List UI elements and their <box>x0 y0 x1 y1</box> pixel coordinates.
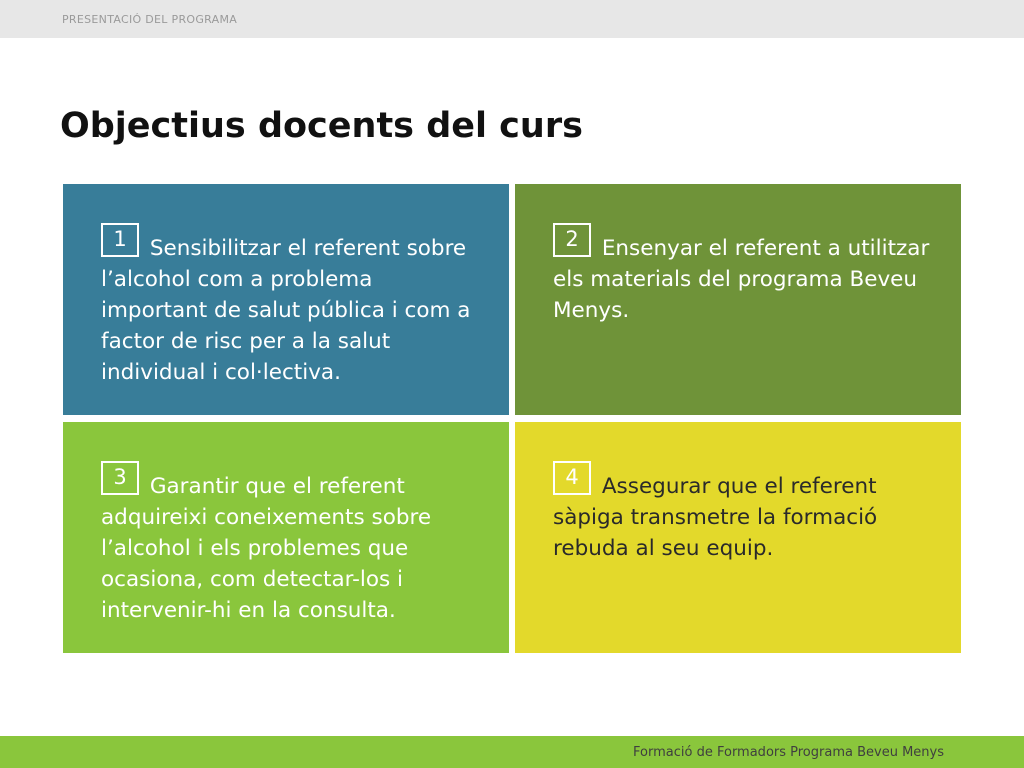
header-bar <box>0 0 1024 38</box>
section-label: PRESENTACIÓ DEL PROGRAMA <box>62 13 238 26</box>
footer-text: Formació de Formadors Programa Beveu Menys <box>633 745 944 760</box>
objective-card-3 <box>63 422 509 653</box>
objective-number-badge: 1 <box>101 223 139 257</box>
objective-text: Assegurar que el referent sàpiga transmetre la formació rebuda al seu equip. <box>553 474 878 561</box>
objective-number-badge: 2 <box>553 223 591 257</box>
objective-number-badge: 4 <box>553 461 591 495</box>
objectives-grid <box>63 184 961 653</box>
objective-text: Ensenyar el referent a utilitzar els materials del programa Beveu Menys. <box>553 236 930 323</box>
objective-card-1 <box>63 184 509 415</box>
objective-card-2 <box>515 184 961 415</box>
objective-text: Garantir que el referent adquireixi coneixements sobre l’alcohol i els problemes que ocasiona, com detectar-los i intervenir-hi en la consulta. <box>101 474 432 623</box>
slide-title: Objectius docents del curs <box>60 106 583 146</box>
footer-bar <box>0 736 1024 768</box>
objective-number-badge: 3 <box>101 461 139 495</box>
objective-text: Sensibilitzar el referent sobre l’alcohol com a problema important de salut pública i com a factor de risc per a la salut individual i col·lectiva. <box>101 236 471 385</box>
objective-card-4 <box>515 422 961 653</box>
